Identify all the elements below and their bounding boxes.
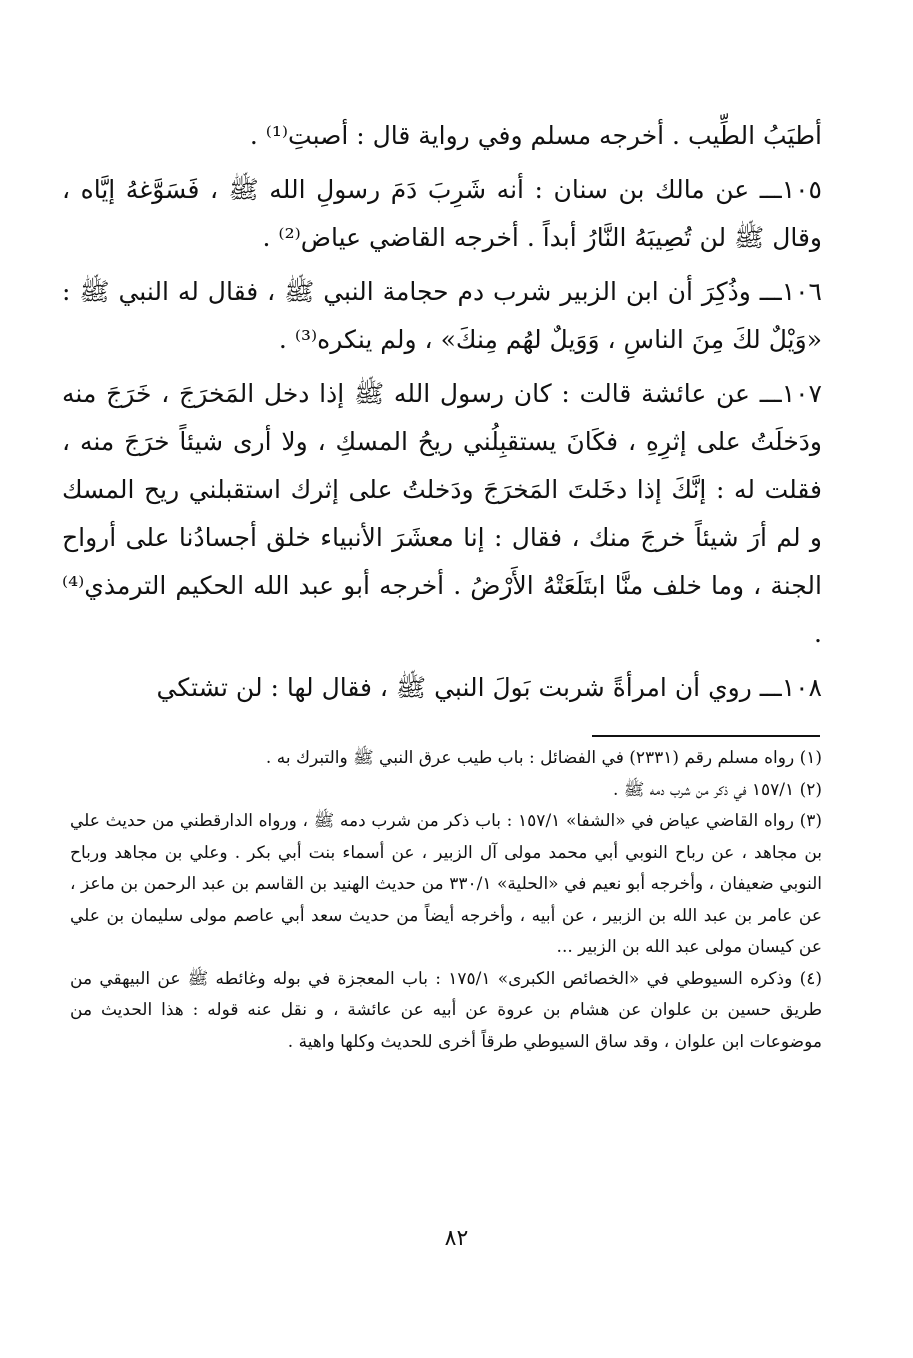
footnotes-section <box>70 743 822 1058</box>
main-text-body <box>62 112 822 718</box>
footnote-2: (٢) ١٥٧/١ في ذكر من شرب دمه ﷺ . <box>613 779 822 800</box>
paragraph-hadith-108: ١٠٨ـــ روي أن امرأةً شربت بَولَ النبي ﷺ ، فقال لها : لن تشتكي <box>156 673 822 702</box>
footnote-1: (١) رواه مسلم رقم (٢٣٣١) في الفضائل : باب طيب عرق النبي ﷺ والتبرك به . <box>265 748 822 768</box>
footnote-3: (٣) رواه القاضي عياض في «الشفا» ١٥٧/١ : باب ذكر من شرب دمه ﷺ ، ورواه الدارقطني من حديث علي بن مجاهد ، عن رباح النوبي أبي محمد مولى آل الزبير ، عن أسماء بنت أبي بكر . وعلي بن مجاهد ورباح النوبي ضعيفان ، وأخرجه أبو نعيم في «الحلية» ٣٣٠/١ من حديث الهنيد بن القاسم بن عبد الرحمن بن ماعز ، عن عامر بن عبد الله بن الزبير ، عن أبيه ، وأخرجه أيضاً من حديث سعد أبي عاصم مولى سليمان بن علي عن كيسان مولى عبد الله بن الزبير ... <box>70 811 823 957</box>
paragraph-hadith-107: ١٠٧ـــ عن عائشة قالت : كان رسول الله ﷺ إذا دخل المَخرَجَ ، خَرَجَ منه ودَخلَتُ على إثرِهِ ، فكَانَ يستقبِلُني ريحُ المسكِ ، ولا أرى شيئاً خرَجَ منه ، فقلت له : إنَّكَ إذا دخَلتَ المَخرَجَ ودَخلتُ على إثرك استقبلني ريح المسك و لم أرَ شيئاً خرجَ منك ، فقال : إنا معشَرَ الأنبياء خلق أجسادُنا على أرواح الجنة ، وما خلف منَّا ابتَلَعَتْهُ الأَرْضُ . أخرجه أبو عبد الله الحكيم الترمذي⁽⁴⁾ . <box>62 379 822 648</box>
paragraph-intro: أطيَبُ الطِّيب . أخرجه مسلم وفي رواية قال : أصبتِ⁽¹⁾ . <box>249 121 822 150</box>
page-number: ٨٢ <box>444 1226 469 1251</box>
footnote-divider <box>592 735 820 737</box>
paragraph-hadith-105: ١٠٥ـــ عن مالك بن سنان : أنه شَرِبَ دَمَ رسولِ الله ﷺ ، فَسَوَّغهُ إيَّاه ، وقال ﷺ لن تُصِيبَهُ النَّارُ أبداً . أخرجه القاضي عياض⁽²⁾ . <box>62 175 822 252</box>
footnote-4: (٤) وذكره السيوطي في «الخصائص الكبرى» ١٧٥/١ : باب المعجزة في بوله وغائطه ﷺ عن البيهقي من طريق حسين بن علوان عن هشام بن عروة عن أبيه عن عائشة ، و نقل عنه قوله : هذا الحديث من موضوعات ابن علوان ، وقد ساق السيوطي طرقاً أخرى للحديث وكلها واهية . <box>70 968 822 1052</box>
paragraph-hadith-106: ١٠٦ـــ وذُكِرَ أن ابن الزبير شرب دم حجامة النبي ﷺ ، فقال له النبي ﷺ : «وَيْلٌ لكَ مِنَ الناسِ ، وَوَيلٌ لهُم مِنكَ» ، ولم ينكره⁽³⁾ . <box>62 277 822 354</box>
